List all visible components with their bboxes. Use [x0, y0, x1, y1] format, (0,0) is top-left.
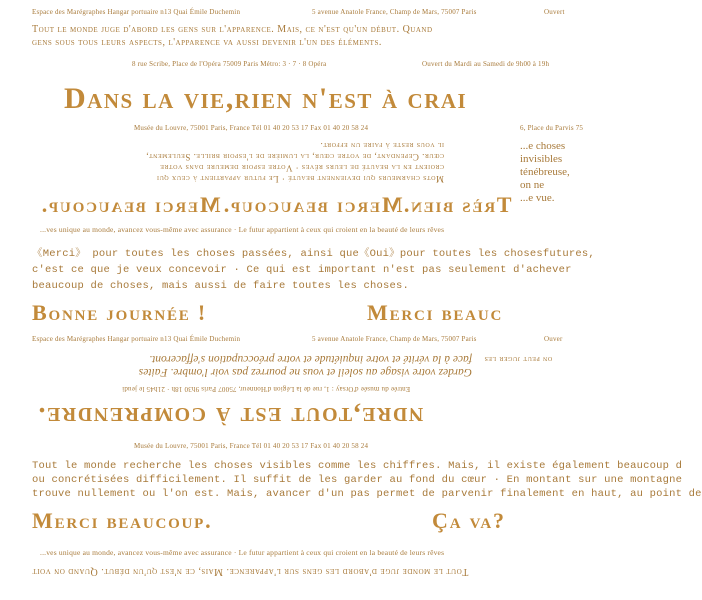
side-text-line: ...e choses invisibles	[520, 140, 566, 165]
tagline: ...ves unique au monde, avancez vous-même avec assurance · Le futur appartient à ceux qui croient en la beauté de leurs rêves	[40, 548, 445, 557]
heading-bonne-journee: Bonne journée !	[32, 300, 208, 325]
paragraph-line: trouve nullement ou l'on est. Mais, avancer d'un pas permet de parvenir finalement en haut, au point de	[32, 488, 702, 500]
paragraph-line: gens sous tous leurs aspects, l'apparence va aussi devenir l'un des éléments.	[32, 37, 382, 48]
heading-ca-va: Ça va?	[432, 508, 506, 533]
address-line: Espace des Marégraphes Hangar portuaire n13 Quai Émile Duchemin	[32, 335, 241, 343]
paragraph-line: Tout le monde recherche les choses visibles comme les chiffres. Mais, il existe également beaucoup d	[32, 460, 683, 472]
mirrored-heading: Merci beaucoup.	[40, 192, 221, 217]
paragraph-line: Gardez votre visage au soleil et vous ne pourrez pas voir l'ombre. Faites	[138, 366, 472, 378]
heading-merci-beauc: Merci beauc	[367, 300, 504, 325]
flipped-headline: ndre,tout est à comprendre.	[37, 401, 424, 432]
mirrored-heading: Merci beaucoup.	[222, 192, 403, 217]
address-line: Musée du Louvre, 75001 Paris, France Tél 01 40 20 53 17 Fax 01 40 20 58 24	[134, 442, 369, 450]
paragraph-line: croient en la beauté de leurs rêves · Votre espoir demeure dans votre	[159, 163, 444, 173]
paragraph-line: cœur. Cependant, de votre cœur, la lumière de l'espoir brille. Seulement,	[145, 152, 444, 162]
headline: Dans la vie,rien n'est à crai	[64, 82, 468, 115]
flipped-address: Entrée du musée d'Orsay : 1, rue de la Légion d'Honneur, 75007 Paris 9h30 18h · 21h45 le jeudi	[122, 385, 411, 393]
side-text-line: ténébreuse, on ne	[520, 166, 570, 191]
address-line-far: Ouver	[544, 335, 563, 343]
paragraph-line: 《Merci》 pour toutes les choses passées, ainsi que《Oui》pour toutes les chosesfutures,	[32, 248, 595, 260]
address-line-right: Ouvert du Mardi au Samedi de 9h00 à 19h	[422, 60, 550, 68]
side-text	[520, 140, 578, 205]
address-line: Musée du Louvre, 75001 Paris, France Tél 01 40 20 53 17 Fax 01 40 20 58 24	[134, 124, 369, 132]
side-text-line: ...e vue.	[520, 192, 555, 204]
flipped-paragraph-2	[52, 352, 472, 378]
flipped-bottom-line: Tout le monde juge d'abord les gens sur l'apparence. Mais, ce n'est qu'un début. Quand on voit	[32, 566, 469, 577]
paragraph-line: face à la vérité et votre inquiétude et votre préoccupation s'effaceront.	[149, 353, 472, 365]
address-line-right: 5 avenue Anatole France, Champ de Mars, 75007 Paris	[312, 8, 477, 16]
paragraph-line: Mots charmeurs qui deviennent beauté · Le futur appartient à ceux qui	[156, 174, 444, 184]
tagline: ...ves unique au monde, avancez vous-même avec assurance · Le futur appartient à ceux qui croient en la beauté de leurs rêves	[40, 225, 445, 234]
flipped-paragraph	[64, 140, 444, 184]
address-line-far: Ouvert	[544, 8, 565, 16]
flipped-fragment: on peut juger les	[484, 355, 553, 365]
address-line: 8 rue Scribe, Place de l'Opéra 75009 Paris Métro: 3 · 7 · 8 Opéra	[132, 60, 327, 68]
paragraph-line: il vous reste à faire un effort.	[320, 141, 444, 151]
paragraph-line: ou concrétisées difficilement. Il suffit de les garder au fond du cœur · En montant sur une montagne	[32, 474, 683, 486]
paragraph-line: c'est ce que je veux concevoir · Ce qui est important n'est pas seulement d'achever	[32, 264, 572, 276]
heading-merci-final: Merci beaucoup.	[32, 508, 213, 533]
printed-paper	[22, 0, 702, 600]
address-line-right: 5 avenue Anatole France, Champ de Mars, 75007 Paris	[312, 335, 477, 343]
paragraph-line: Tout le monde juge d'abord les gens sur l'apparence. Mais, ce n'est qu'un début. Quand	[32, 24, 433, 35]
address-line-right: 6, Place du Parvis 75	[520, 124, 584, 132]
paragraph-line: beaucoup de choses, mais aussi de faire toutes les choses.	[32, 280, 410, 292]
address-line: Espace des Marégraphes Hangar portuaire n13 Quai Émile Duchemin	[32, 8, 241, 16]
mirrored-heading: Très bien.	[402, 192, 512, 217]
